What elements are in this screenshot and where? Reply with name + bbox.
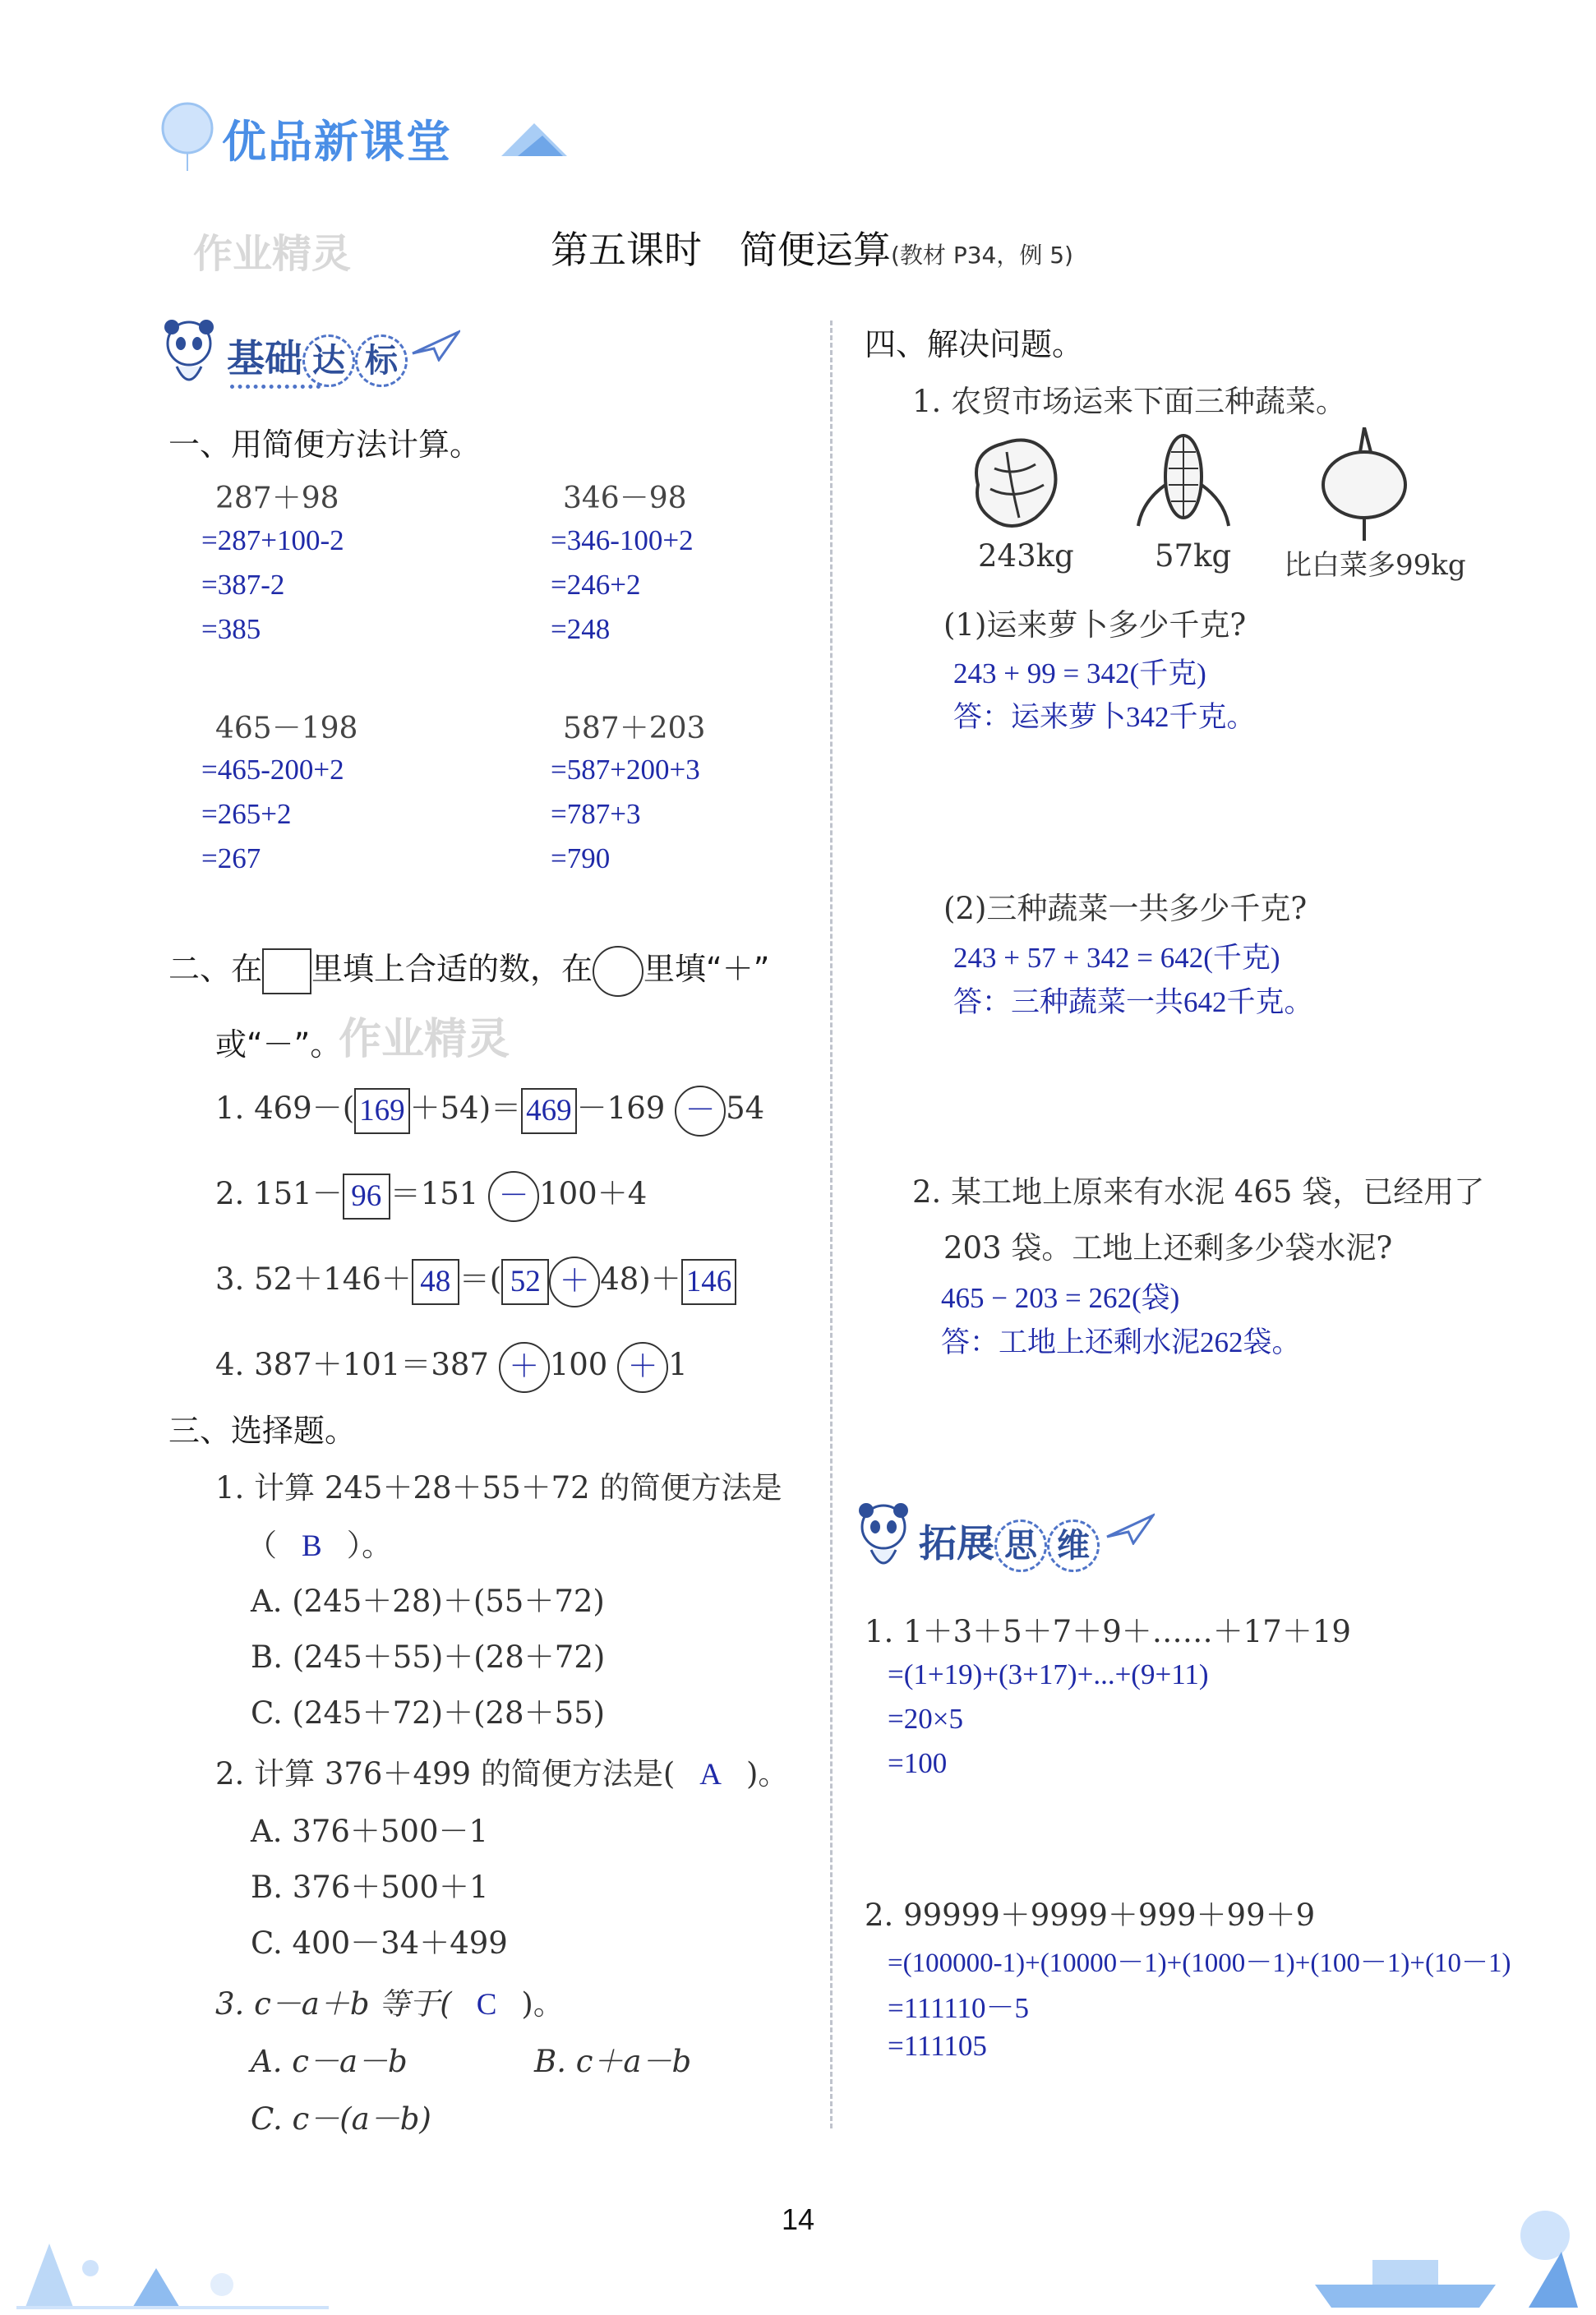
answer-circle: ＋ [549, 1257, 600, 1307]
q-text: （ [247, 1528, 277, 1563]
veg-label: 243kg [978, 538, 1074, 574]
lesson-ref: (教材 P34，例 5) [891, 242, 1073, 269]
radish-icon [1315, 427, 1414, 546]
footer-decoration-right [1282, 2170, 1586, 2313]
sub-question-1: (1)运来萝卜多少千克? [943, 607, 1247, 643]
answer-circle: ＋ [617, 1342, 668, 1393]
calc-step: =111105 [888, 2030, 987, 2062]
q-number: 2. [215, 1176, 245, 1211]
calc-step: =287+100-2 [201, 524, 344, 556]
q-text: 3. c－a＋b 等于( [215, 1986, 452, 2022]
answer-circle: ＋ [499, 1342, 550, 1393]
fill-question-2 [215, 1169, 647, 1222]
answer-line: 答：三种蔬菜一共642千克。 [953, 986, 1313, 1018]
badge-text: 拓展 [919, 1521, 994, 1566]
q-text: )。 [521, 1986, 564, 2022]
choice-option: B. (245＋55)＋(28＋72) [251, 1639, 606, 1675]
veg-label: 比白菜多99kg [1284, 549, 1466, 582]
badge-ring-2: 标 [355, 334, 408, 387]
calc-step: =346-100+2 [551, 524, 694, 556]
section-badge-extension [919, 1514, 1100, 1572]
q-text: 469－( [254, 1091, 355, 1126]
veg-label: 57kg [1155, 538, 1232, 574]
calc-step: =248 [551, 613, 611, 645]
calc-expr-4: 587＋203 [563, 712, 706, 745]
calc-step: =100 [888, 1747, 948, 1779]
section-2-title-cont: 或“－”。 [215, 1026, 342, 1063]
choice-option: B. c＋a－b [534, 2044, 692, 2079]
answer-circle: － [488, 1171, 539, 1222]
choice-option: A. 376＋500－1 [251, 1814, 489, 1849]
page-number: 14 [781, 2202, 815, 2236]
empty-circle-icon [593, 946, 643, 997]
choice-option: C. (245＋72)＋(28＋55) [251, 1695, 606, 1731]
answer-box: 146 [681, 1259, 737, 1305]
q-text: 48)＋ [600, 1261, 681, 1297]
section-1-title: 一、用简便方法计算。 [168, 427, 482, 463]
dotted-underline [230, 385, 321, 389]
calc-expr-3: 465－198 [215, 712, 358, 745]
ext-question-1: 1. 1＋3＋5＋7＋9＋……＋17＋19 [865, 1614, 1351, 1649]
sub-question-2: (2)三种蔬菜一共多少千克? [943, 891, 1308, 926]
q-text: ＝151 [390, 1176, 479, 1211]
corn-icon [1134, 427, 1233, 537]
calc-step: =246+2 [551, 569, 641, 601]
q-text: )。 [746, 1756, 789, 1792]
calc-step: =(1+19)+(3+17)+...+(9+11) [888, 1658, 1209, 1690]
empty-box-icon [262, 948, 311, 994]
brand-title: 优品新课堂 [222, 116, 452, 168]
answer-box: 169 [354, 1088, 410, 1134]
q-text: 151－ [254, 1176, 343, 1211]
q-text: ）。 [346, 1528, 393, 1563]
calc-step: =385 [201, 613, 261, 645]
answer-circle: － [675, 1086, 726, 1137]
badge-ring-1: 达 [302, 334, 355, 387]
problem-2-stem: 2. 某工地上原来有水泥 465 袋，已经用了 [912, 1174, 1485, 1210]
answer-box: 96 [343, 1174, 390, 1220]
watermark-text: 作业精灵 [339, 1015, 510, 1064]
q-text: 100＋4 [539, 1176, 648, 1211]
choice-q2-stem [215, 1749, 788, 1793]
choice-q3-stem [215, 1979, 564, 2023]
calc-step: =787+3 [551, 798, 641, 830]
calc-step: =(100000-1)+(10000－1)+(1000－1)+(100－1)+(10－1) [888, 1948, 1511, 1978]
choice-option: C. 400－34＋499 [251, 1925, 508, 1961]
answer-line: 答：工地上还剩水泥262袋。 [941, 1326, 1301, 1358]
fill-question-4 [215, 1340, 688, 1393]
section-badge-basics [227, 329, 408, 387]
paper-plane-icon [1105, 1512, 1155, 1548]
q-text: ＝( [459, 1261, 502, 1297]
answer-line: 答：运来萝卜342千克。 [953, 701, 1256, 733]
answer-box: 52 [501, 1259, 549, 1305]
calc-step: =20×5 [888, 1703, 963, 1735]
paper-plane-icon [411, 329, 460, 365]
lesson-title [551, 220, 1073, 274]
badge-text: 基础 [227, 336, 302, 380]
column-divider [830, 321, 833, 2128]
choice-answer: A [699, 1758, 722, 1792]
title-part: 里填“＋” [643, 951, 770, 987]
answer-box: 48 [412, 1259, 459, 1305]
q-text: －169 [576, 1091, 666, 1126]
watermark-logo: 作业精灵 [193, 231, 352, 277]
answer-line: 465 − 203 = 262(袋) [941, 1282, 1180, 1314]
calc-step: =790 [551, 842, 611, 874]
calc-step: =465-200+2 [201, 754, 344, 786]
title-part: 里填上合适的数，在 [311, 951, 593, 987]
section-2-title [168, 943, 769, 997]
choice-option: A. (245＋28)＋(55＋72) [251, 1584, 605, 1619]
choice-option: C. c－(a－b) [251, 2101, 431, 2137]
q-number: 4. [215, 1347, 245, 1382]
calc-step: =267 [201, 842, 261, 874]
q-text: 2. 计算 376＋499 的简便方法是( [215, 1756, 676, 1792]
calc-step: =111110－5 [888, 1992, 1030, 2024]
answer-line: 243 + 57 + 342 = 642(千克) [953, 942, 1280, 974]
answer-line: 243 + 99 = 342(千克) [953, 657, 1206, 689]
problem-2-stem-cont: 203 袋。工地上还剩多少袋水泥? [943, 1230, 1393, 1266]
fill-question-3 [215, 1254, 736, 1307]
choice-answer: B [302, 1529, 322, 1563]
choice-q1-stem: 1. 计算 245＋28＋55＋72 的简便方法是 [215, 1470, 782, 1506]
section-3-title: 三、选择题。 [168, 1413, 357, 1449]
cabbage-icon [962, 427, 1068, 537]
choice-option: B. 376＋500＋1 [251, 1870, 489, 1905]
fill-question-1 [215, 1083, 764, 1137]
calc-step: =387-2 [201, 569, 285, 601]
calc-step: =587+200+3 [551, 754, 700, 786]
calc-expr-2: 346－98 [563, 482, 687, 515]
panda-icon [160, 319, 218, 396]
q-text: 1 [668, 1347, 688, 1382]
problem-1-stem: 1. 农贸市场运来下面三种蔬菜。 [912, 384, 1347, 419]
calc-expr-1: 287＋98 [215, 482, 339, 515]
title-part: 二、在 [168, 951, 263, 987]
ext-question-2: 2. 99999＋9999＋999＋99＋9 [865, 1898, 1316, 1933]
q-text: 387＋101＝387 [254, 1347, 489, 1382]
badge-ring-2: 维 [1047, 1520, 1100, 1572]
q-text: ＋54)＝ [409, 1091, 522, 1126]
section-4-title: 四、解决问题。 [865, 326, 1084, 362]
panda-icon [855, 1502, 912, 1579]
answer-box: 469 [521, 1088, 577, 1134]
badge-ring-1: 思 [994, 1520, 1047, 1572]
q-number: 3. [215, 1261, 245, 1297]
q-text: 52＋146＋ [254, 1261, 412, 1297]
calc-step: =265+2 [201, 798, 292, 830]
lesson-title-text: 第五课时 简便运算 [551, 228, 891, 272]
footer-decoration-left [16, 2170, 329, 2313]
q-number: 1. [215, 1091, 245, 1126]
q-text: 54 [726, 1091, 765, 1126]
choice-answer: C [476, 1988, 497, 2022]
q-text: 100 [549, 1347, 608, 1382]
choice-q1-answer-line [247, 1520, 392, 1565]
choice-option: A. c－a－b [251, 2044, 408, 2079]
